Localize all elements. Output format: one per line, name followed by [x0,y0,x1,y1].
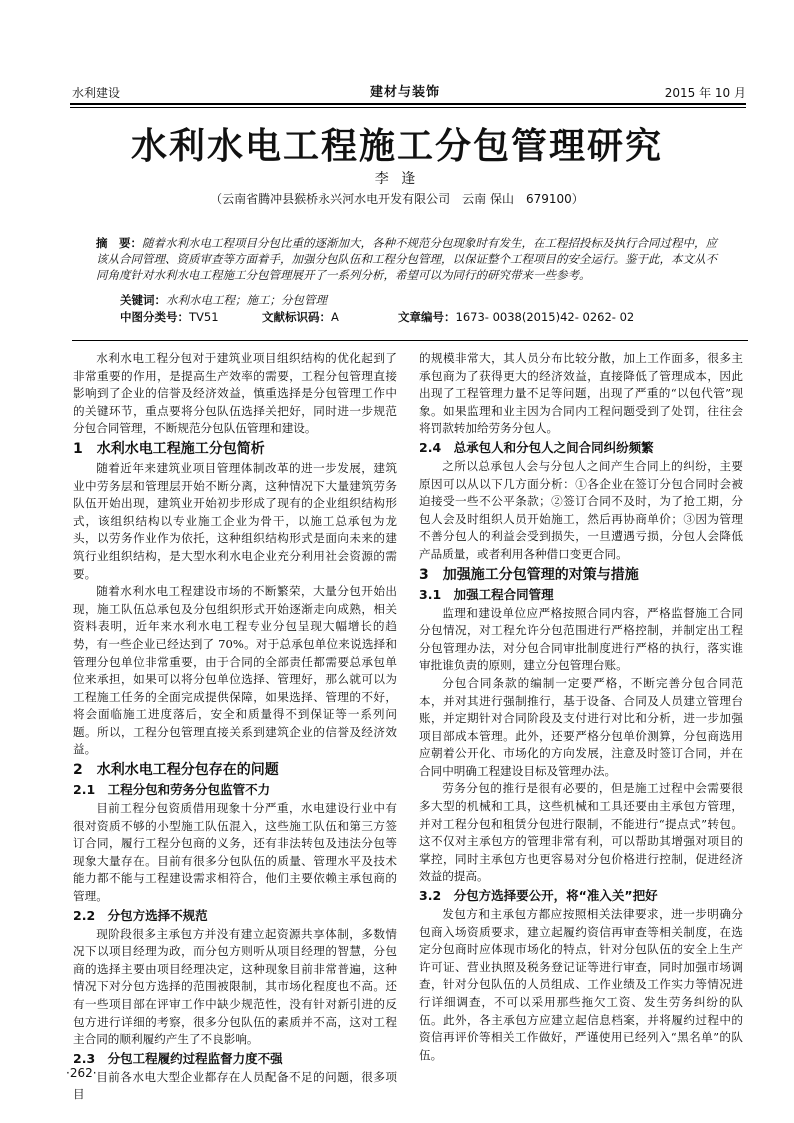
section-3-1-paragraph-1: 监理和建设单位应严格按照合同内容，严格监督施工合同分包情况，对工程允许分包范围进行严格控制，并制定出工程分包管理办法，对分包合同审批制度进行严格的执行，落实谁审批谁负责的原则，建立分包管理台账。 [419,605,743,673]
section-1-heading: 1 水利水电工程施工分包简析 [73,440,265,457]
section-1-paragraph-1: 随着近年来建筑业项目管理体制改革的进一步发展，建筑业中劳务层和管理层开始不断分离，这种情况下大量建筑劳务队伍开始出现，建筑业开始初步形成了现有的企业组织结构形式，该组织结构以专业施工企业为骨干，以施工总承包为龙头，以劳务作业作为依托，这种组织结构形式是面向未来的建筑行业组织结构，是大型水利水电企业充分利用社会资源的需要。 [73,460,397,581]
section-3-heading: 3 加强施工分包管理的对策与措施 [419,566,639,583]
article-number-label: 文章编号： [398,310,456,324]
keywords [120,292,327,308]
section-3-1-paragraph-3: 劳务分包的推行是很有必要的，但是施工过程中会需要很多大型的机械和工具，这些机械和工具还要由主承包方管理，并对工程分包和租赁分包进行限制，不能进行“提点式”转包。这不仅对主承包方的管理非常有利，可以帮助其增强对项目的掌控，同时主承包方也更容易对分包价格进行控制，促进经济效益的提高。 [419,781,743,884]
left-column [73,350,397,1104]
clc-number [120,309,219,325]
section-2-4-heading: 2.4 总承包人和分包人之间合同纠纷频繁 [419,439,654,455]
header-rule-thick [70,103,746,105]
section-1-paragraph-2: 随着水利水电工程建设市场的不断繁荣，大量分包开始出现，施工队伍总承包及分包组织形式开始逐渐走向成熟，相关资料表明，近年来水利水电工程专业分包呈现大幅增长的趋势，有一些企业已经达到了 70%。对于总承包单位来说选择和管理分包单位非常重要，由于合同的全部责任都需要总承包单位来承担，如果可以将分包单位选择、管理好，那么就可以为工程施工任务的全面完成提供保障，如果选择、管理的不好，将会面临施工进度落后，安全和质量得不到保证等一系列问题。所以，工程分包管理直接关系到建筑企业的信誉及经济效益。 [73,584,397,757]
header-journal-name: 建材与装饰 [370,85,441,100]
article-number-value: 1673- 0038(2015)42- 0262- 02 [455,310,635,324]
author: 李 逢 [374,171,420,187]
section-2-2-paragraph: 现阶段很多主承包方并没有建立起资源共享体制，多数情况下以项目经理为政，而分包方则听从项目经理的智慧，分包商的选择主要由项目经理决定，这种现象目前非常普遍，这种情况下对分包方选择的范围被限制，其市场化程度也不高。还有一些项目部在评审工作中缺少规范性，没有针对新引进的反包方进行详细的考察，很多分包队伍的素质并不高，这对工程主合同的顺利履约产生了不良影响。 [73,926,397,1047]
clc-label: 中图分类号： [120,310,189,324]
header-journal-section: 水利建设 [72,86,121,100]
keywords-label: 关键词： [120,293,166,307]
abstract-rule [72,340,748,341]
abstract-label: 摘 要： [96,236,142,250]
section-3-2-paragraph: 发包方和主承包方都应按照相关法律要求，进一步明确分包商入场资质要求，建立起履约资信再审查等相关制度，在选定分包商时应体现市场化的特点，针对分包队伍的安全上生产许可证、营业执照及税务登记证等进行审查，同时加强市场调查，针对分包队伍的人员组成、工作业绩及工作实力等情况进行详细调查，不可以采用那些拖欠工资、发生劳务纠纷的队伍。此外，各主承包方应建立起信息档案，并将履约过程中的资信再评价等相关工作做好，严谨使用已经列入“黑名单”的队伍。 [419,907,743,1062]
section-2-3-paragraph: 目前各水电大型企业都存在人员配备不足的问题，很多项目 [73,1069,397,1102]
section-2-3-heading: 2.3 分包工程履约过程监督力度不强 [73,1050,283,1066]
section-2-4-paragraph: 之所以总承包人会与分包人之间产生合同上的纠纷，主要原因可以从以下几方面分析：①各企业在签订分包合同时会被迫接受一些不公平条款；②签订合同不及时，为了抢工期，分包人会及时组织人员开始施工，然后再协商单价；③因为管理不善分包人的利益会受到损失，一旦遭遇亏损，分包人会降低产品质量，或者利用各种借口变更合同。 [419,458,743,561]
doc-code-label: 文献标识码： [262,310,331,324]
section-2-heading: 2 水利水电工程分包存在的问题 [73,762,279,779]
section-2-1-paragraph: 目前工程分包资质借用现象十分严重，水电建设行业中有很对资质不够的小型施工队伍混入，这些施工队伍和第三方签订合同，履行工程分包商的义务，还有非法转包及违法分包等现象大量存在。目前有很多分包队伍的质量、管理水平及技术能力都不能与工程建设需求相符合，他们主要依赖主承包商的管理。 [73,801,397,904]
section-3-2-heading: 3.2 分包方选择要公开，将“准入关”把好 [419,888,658,904]
header-rule-thin [70,107,746,108]
right-column [419,350,743,1064]
clc-value: TV51 [189,310,219,324]
article-title: 水利水电工程施工分包管理研究 [130,125,663,167]
keywords-text: 水利水电工程；施工；分包管理 [166,293,327,307]
section-3-1-paragraph-2: 分包合同条款的编制一定要严格，不断完善分包合同范本，并对其进行强制推行，基于设备、合同及人员建立管理台账，并定期针对合同阶段及支付进行对比和分析，进一步加强项目部成本管理。此外，还要严格分包单价测算，分包商选用应朝着公开化、市场化的方向发展，注意及时签订合同，并在合同中明确工程建设目标及管理办法。 [419,675,743,778]
intro-paragraph: 水利水电工程分包对于建筑业项目组织结构的优化起到了非常重要的作用，是提高生产效率的需要，工程分包管理直接影响到了企业的信誉及经济效益，慎重选择是分包管理工作中的关键环节，重点要将分包队伍选择关把好，同时进一步规范分包合同管理，不断规范分包队伍管理和建设。 [73,351,397,436]
article-number [398,309,634,325]
header-issue-date: 2015 年 10 月 [664,86,746,100]
document-code [262,309,339,325]
affiliation: （云南省腾冲县猴桥永兴河水电开发有限公司 云南 保山 679100） [210,192,584,206]
section-2-3-paragraph-continued: 的规模非常大，其人员分布比较分散，加上工作面多，很多主承包商为了获得更大的经济效益，直接降低了管理成本，因此出现了工程管理力量不足等问题，出现了严重的“以包代管”现象。如果监理和业主因为合同内工程问题受到了处罚，往往会将罚款转加给劳务分包人。 [419,351,743,436]
section-3-1-heading: 3.1 加强工程合同管理 [419,586,554,602]
abstract [96,235,722,283]
abstract-text: 随着水利水电工程项目分包比重的逐渐加大，各种不规范分包现象时有发生，在工程招投标及执行合同过程中，应该从合同管理、资质审查等方面着手，加强分包队伍和工程分包管理，以保证整个工程项目的安全运行。鉴于此，本文从不同角度针对水利水电工程施工分包管理展开了一系列分析，希望可以为同行的研究带来一些参考。 [96,236,717,282]
doc-code-value: A [331,310,339,324]
section-2-1-heading: 2.1 工程分包和劳务分包监管不力 [73,782,271,798]
page-number: ·262· [66,1066,97,1080]
section-2-2-heading: 2.2 分包方选择不规范 [73,907,208,923]
